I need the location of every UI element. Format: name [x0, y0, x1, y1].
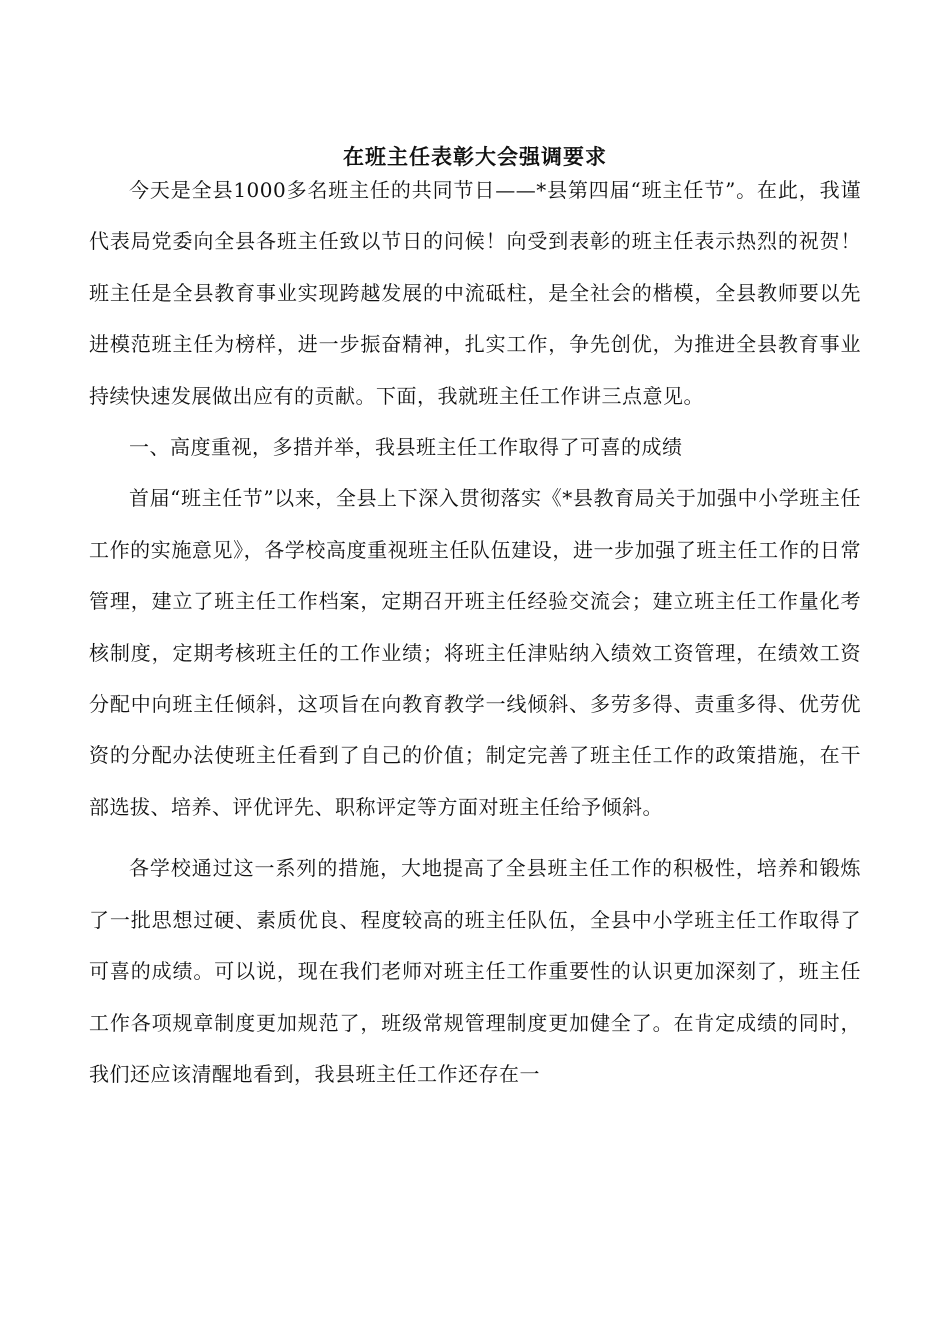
paragraph-spacer [89, 833, 861, 843]
section-heading-1: 一、高度重视，多措并举，我县班主任工作取得了可喜的成绩 [129, 435, 683, 460]
document-body [89, 165, 861, 1100]
document-title: 在班主任表彰大会强调要求 [343, 144, 607, 169]
paragraph-measures: 首届“班主任节”以来，全县上下深入贯彻落实《*县教育局关于加强中小学班主任工作的实施意见》，各学校高度重视班主任队伍建设，进一步加强了班主任工作的日常管理，建立了班主任工作档案，定期召开班主任经验交流会；建立班主任工作量化考核制度，定期考核班主任的工作业绩；将班主任津贴纳入绩效工资管理，在绩效工资分配中向班主任倾斜，这项旨在向教育教学一线倾斜、多劳多得、责重多得、优劳优资的分配办法使班主任看到了自己的价值；制定完善了班主任工作的政策措施，在干部选拔、培养、评优评先、职称评定等方面对班主任给予倾斜。 [89, 486, 861, 819]
paragraph-intro: 今天是全县1000多名班主任的共同节日——*县第四届“班主任节”。在此，我谨代表局党委向全县各班主任致以节日的问候！向受到表彰的班主任表示热烈的祝贺！班主任是全县教育事业实现跨越发展的中流砥柱，是全社会的楷模，全县教师要以先进模范班主任为榜样，进一步振奋精神，扎实工作，争先创优，为推进全县教育事业持续快速发展做出应有的贡献。下面，我就班主任工作讲三点意见。 [89, 178, 861, 408]
paragraph-results: 各学校通过这一系列的措施，大地提高了全县班主任工作的积极性，培养和锻炼了一批思想过硬、素质优良、程度较高的班主任队伍，全县中小学班主任工作取得了可喜的成绩。可以说，现在我们老师对班主任工作重要性的认识更加深刻了，班主任工作各项规章制度更加规范了，班级常规管理制度更加健全了。在肯定成绩的同时，我们还应该清醒地看到，我县班主任工作还存在一 [89, 856, 861, 1086]
